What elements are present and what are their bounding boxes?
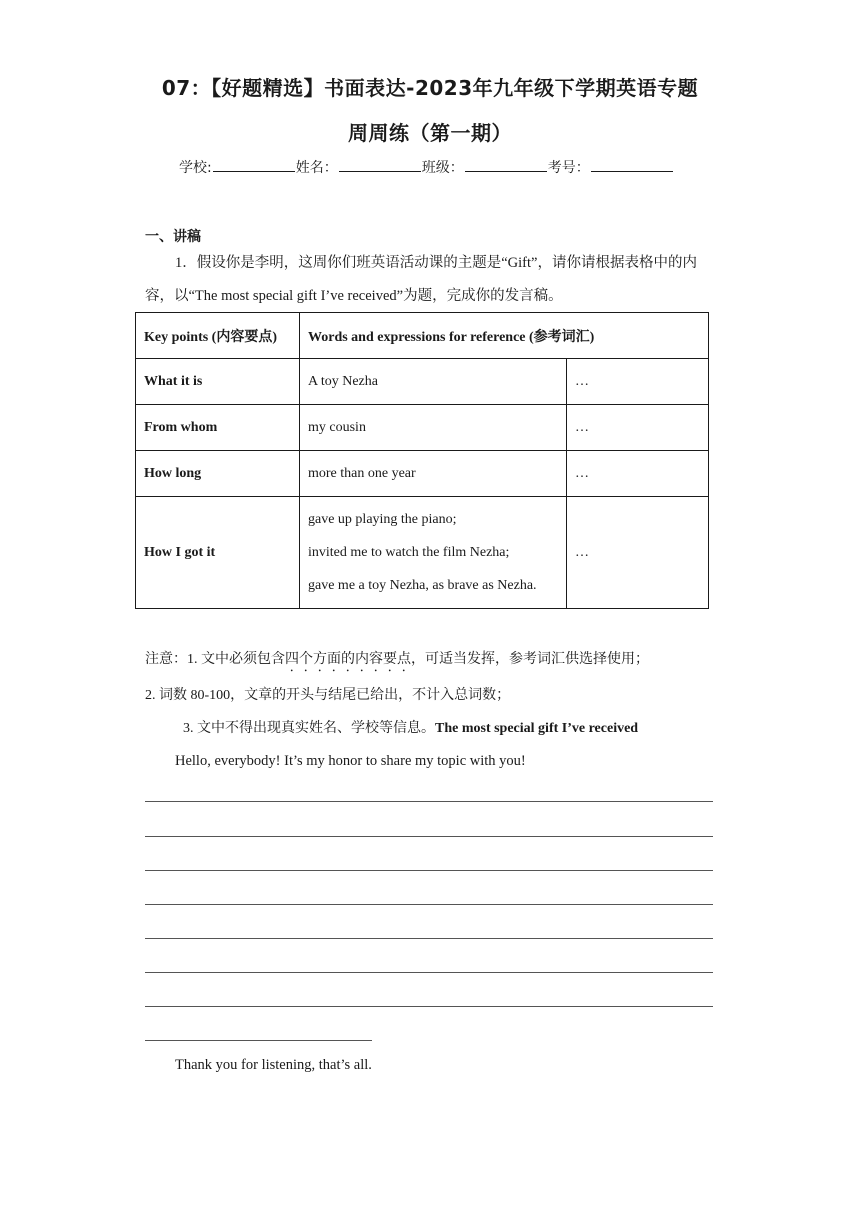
row-reference: my cousin [300,405,567,451]
note3-text: 3. 文中不得出现真实姓名、学校等信息。 [183,721,435,736]
writing-line[interactable] [145,801,713,802]
note-line3 [183,719,638,739]
name-label: 姓名： [295,160,338,176]
class-blank[interactable] [465,159,547,172]
row-reference: more than one year [300,451,567,497]
row-extra: … [567,359,709,405]
note-line1 [145,650,649,675]
row-key: From whom [136,405,300,451]
table-row [136,359,709,405]
writing-line[interactable] [145,836,713,837]
reference-line: gave up playing the piano; [308,512,457,527]
note-line2: 2. 词数 80-100，文章的开头与结尾已给出，不计入总词数； [145,688,511,703]
question-text-line2: 容，以“The most special gift I’ve received”为题，完成你的发言稿。 [145,288,563,304]
row-key: How I got it [136,497,300,609]
student-info-line [179,158,674,178]
row-key: What it is [136,359,300,405]
writing-line[interactable] [145,904,713,905]
row-reference: A toy Nezha [300,359,567,405]
table-row [136,451,709,497]
note1-prefix: 注意：1. 文中必须包含 [145,652,285,667]
question-text-line1: 1．假设你是李明，这周你们班英语活动课的主题是“Gift”，请你请根据表格中的内 [175,255,697,271]
exam-number-blank[interactable] [591,159,673,172]
reference-line: gave me a toy Nezha, as brave as Nezha. [308,578,537,593]
school-label: 学校: [179,160,212,176]
essay-closing: Thank you for listening, that’s all. [175,1057,372,1073]
exam-number-label: 考号： [547,160,590,176]
table-header-row [136,313,709,359]
writing-line[interactable] [145,1006,713,1007]
school-blank[interactable] [213,159,295,172]
row-extra: … [567,451,709,497]
table-row [136,497,709,609]
row-reference [300,497,567,609]
writing-line[interactable] [145,972,713,973]
writing-line[interactable] [145,870,713,871]
section-heading: 一、讲稿 [145,229,201,245]
page-title-line2: 周周练（第一期） [348,121,512,145]
table-row [136,405,709,451]
writing-line[interactable] [145,1040,372,1041]
essay-opening: Hello, everybody! It’s my honor to share my topic with you! [175,753,526,769]
note1-emphasis: 四个方面的内容要点 [285,652,411,667]
header-key-points: Key points (内容要点) [136,313,300,359]
reference-line: invited me to watch the film Nezha; [308,545,510,560]
page-title-line1: 07：【好题精选】书面表达-2023年九年级下学期英语专题 [161,76,699,100]
writing-line[interactable] [145,938,713,939]
header-reference-words: Words and expressions for reference (参考词汇) [300,313,709,359]
essay-title: The most special gift I’ve received [435,721,639,736]
class-label: 班级： [421,160,464,176]
reference-table [135,312,709,609]
row-extra: … [567,405,709,451]
name-blank[interactable] [339,159,421,172]
row-key: How long [136,451,300,497]
note1-suffix: ，可适当发挥，参考词汇供选择使用； [411,652,649,667]
row-extra: … [567,497,709,609]
